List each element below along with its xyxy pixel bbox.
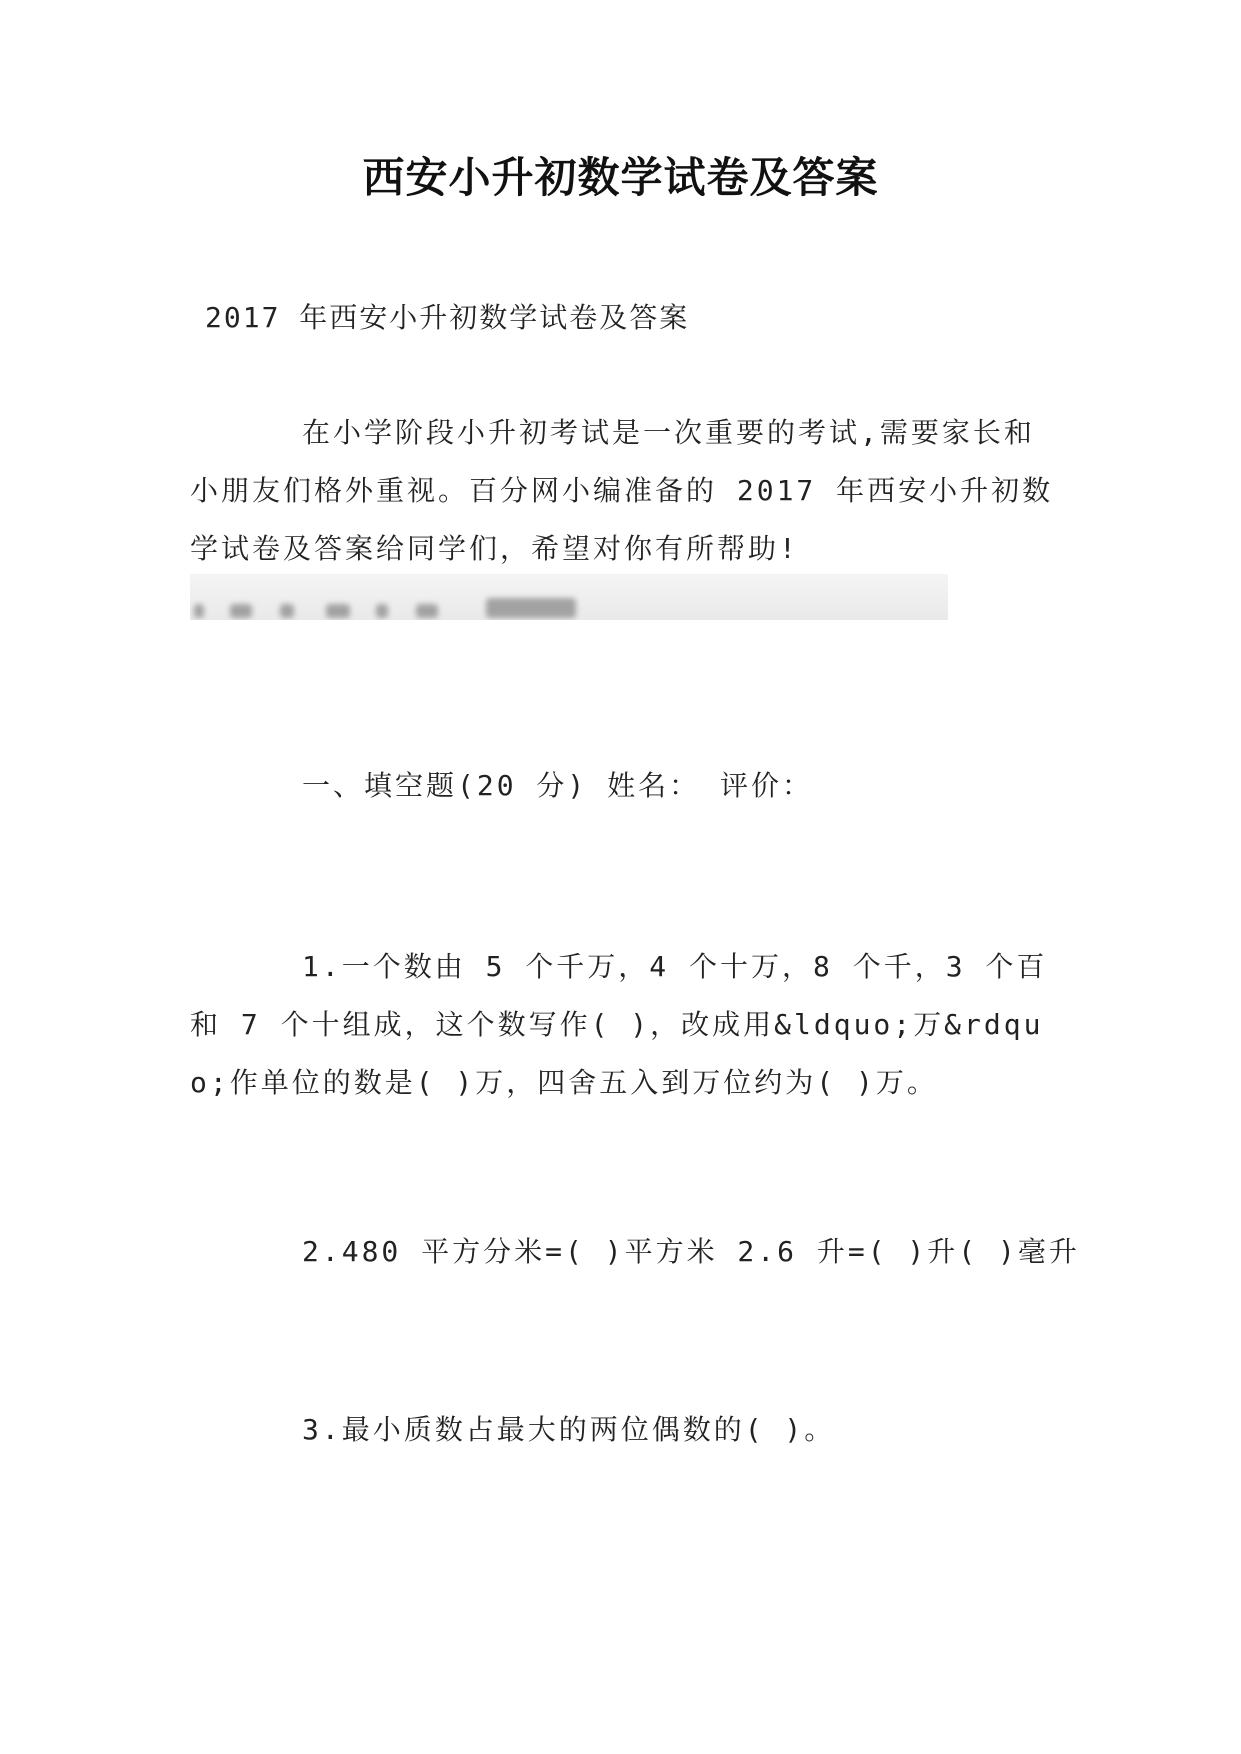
question-item: 3.最小质数占最大的两位偶数的( )。 <box>302 1413 836 1446</box>
image-smudge <box>230 604 252 618</box>
image-smudge <box>280 604 294 618</box>
page-title: 西安小升初数学试卷及答案 <box>362 153 879 202</box>
question-item: 2.480 平方分米=( )平方米 2.6 升=( )升( )毫升 <box>302 1235 1080 1268</box>
intro-paragraph: 在小学阶段小升初考试是一次重要的考试,需要家长和小朋友们格外重视。百分网小编准备的 2017 年西安小升初数学试卷及答案给同学们，希望对你有所帮助! <box>190 416 1054 565</box>
blurred-image <box>190 574 948 620</box>
question-item: 1.一个数由 5 个千万，4 个十万，8 个千，3 个百和 7 个十组成，这个数写作( )，改成用&ldquo;万&rdquo;作单位的数是( )万，四舍五入到万位约为( )万。 <box>190 950 1048 1099</box>
image-smudge <box>486 598 576 618</box>
image-smudge <box>194 604 204 618</box>
image-smudge <box>326 604 350 618</box>
image-smudge <box>376 604 388 618</box>
section-heading: 一、填空题(20 分) 姓名： 评价： <box>302 769 814 802</box>
image-smudge <box>416 604 438 618</box>
document-subtitle: 2017 年西安小升初数学试卷及答案 <box>205 301 690 334</box>
